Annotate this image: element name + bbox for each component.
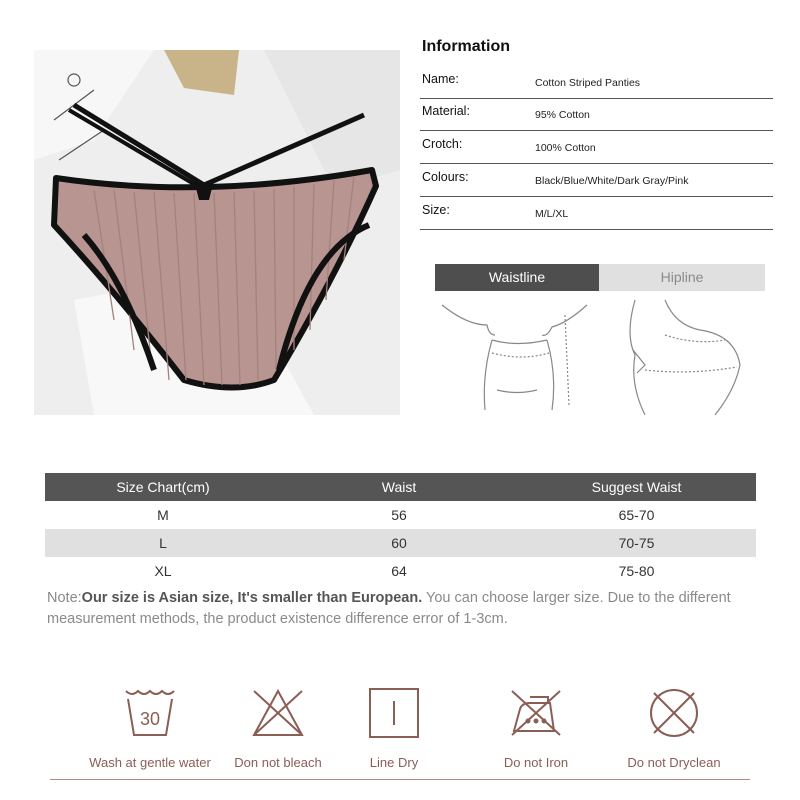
info-row-crotch: [420, 132, 773, 164]
table-header: [45, 473, 756, 501]
care-label: Don not bleach: [234, 755, 322, 770]
info-row-size: [420, 198, 773, 230]
divider: [50, 779, 750, 780]
info-row-material: [420, 99, 773, 131]
note-bold: Our size is Asian size, It's smaller than European.: [81, 590, 423, 606]
measure-tabs: [435, 264, 765, 291]
header-waist: Waist: [381, 479, 417, 495]
care-line-dry: [329, 685, 459, 770]
cell-waist: 60: [391, 535, 407, 551]
no-bleach-icon: [250, 685, 306, 741]
info-value: 100% Cotton: [535, 142, 596, 154]
wash-30-icon: [122, 685, 178, 741]
table-row: [45, 529, 756, 557]
info-key: Crotch:: [422, 137, 463, 151]
cell-size: L: [159, 535, 167, 551]
cell-size: XL: [154, 563, 172, 579]
cell-waist: 64: [391, 563, 407, 579]
product-photo: [34, 50, 400, 415]
care-wash: [85, 685, 215, 770]
care-dryclean: [609, 685, 739, 770]
cell-size: M: [157, 507, 169, 523]
info-key: Colours:: [422, 170, 469, 184]
hipline-illustration: [605, 295, 765, 420]
table-row: [45, 501, 756, 529]
info-value: M/L/XL: [535, 208, 569, 220]
cell-waist: 56: [391, 507, 407, 523]
header-size: Size Chart(cm): [116, 479, 210, 495]
no-dryclean-icon: [646, 685, 702, 741]
size-chart-table: [45, 473, 756, 585]
care-label: Do not Iron: [503, 755, 569, 770]
info-key: Material:: [422, 104, 470, 118]
info-row-name: [420, 67, 773, 99]
info-key: Size:: [422, 203, 450, 217]
no-iron-icon: [508, 685, 564, 741]
info-title: Information: [422, 38, 510, 55]
info-value: 95% Cotton: [535, 109, 590, 121]
note-rest: You can choose larger size. Due to the different measurement methods, the product existence difference error of 1-3cm.: [47, 590, 731, 627]
care-label: Wash at gentle water: [89, 755, 211, 770]
note-prefix: Note:: [47, 590, 82, 606]
size-note: [47, 588, 747, 630]
info-value: Cotton Striped Panties: [535, 77, 641, 89]
tab-hipline[interactable]: Hipline: [599, 264, 765, 291]
cell-suggest: 65-70: [618, 507, 655, 523]
table-row: [45, 557, 756, 585]
info-key: Name:: [422, 72, 459, 86]
wash-temp: 30: [139, 709, 161, 729]
info-value: Black/Blue/White/Dark Gray/Pink: [535, 175, 689, 187]
cell-suggest: 75-80: [618, 563, 655, 579]
header-suggest-waist: Suggest Waist: [591, 479, 682, 495]
care-iron: [471, 685, 601, 770]
line-dry-icon: [366, 685, 422, 741]
info-row-colours: [420, 165, 773, 197]
tab-waistline[interactable]: Waistline: [435, 264, 599, 291]
care-bleach: [213, 685, 343, 770]
waistline-illustration: [437, 295, 597, 420]
care-label: Line Dry: [369, 755, 419, 770]
care-label: Do not Dryclean: [627, 755, 721, 770]
cell-suggest: 70-75: [618, 535, 655, 551]
